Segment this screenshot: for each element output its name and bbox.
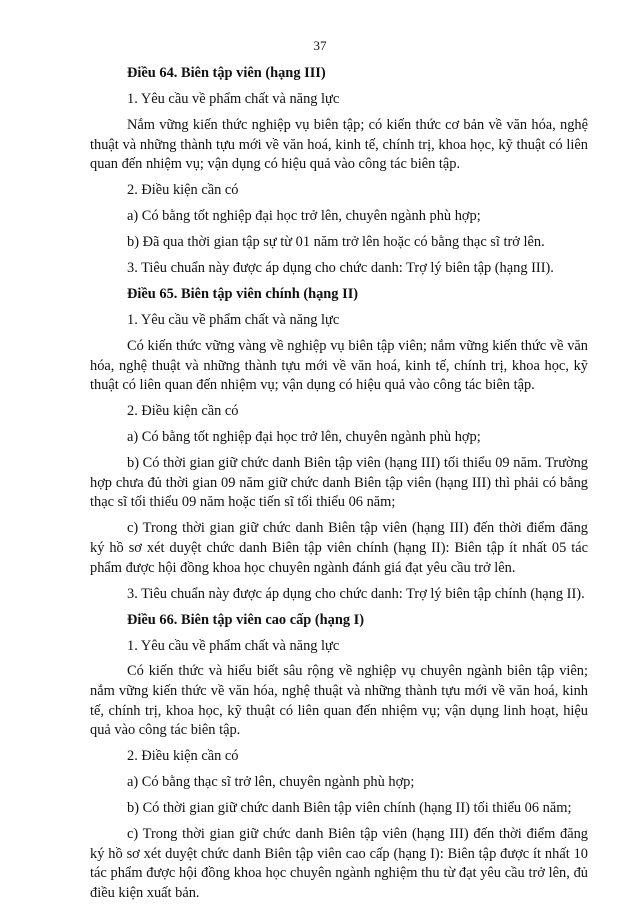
page-number: 37 <box>313 38 327 53</box>
paragraph: 2. Điều kiện cần có <box>127 748 239 765</box>
paragraph: b) Có thời gian giữ chức danh Biên tập viên (hạng III) tối thiểu 09 năm. Trường hợp chưa đủ thời gian 09 năm giữ chức danh Biên tập viên (hạng III) thì phải có bằng thạc sĩ tối thiểu 09 năm hoặc tiến sĩ tối thiểu 06 năm; <box>90 455 588 511</box>
paragraph: c) Trong thời gian giữ chức danh Biên tập viên (hạng III) đến thời điểm đăng ký hồ sơ xét duyệt chức danh Biên tập viên chính (hạng II): Biên tập ít nhất 05 tác phẩm được hội đồng khoa học chuyên ngành đánh giá đạt yêu cầu trở lên. <box>90 520 588 576</box>
paragraph: c) Trong thời gian giữ chức danh Biên tập viên (hạng III) đến thời điểm đăng ký hồ sơ xét duyệt chức danh Biên tập viên cao cấp (hạng I): Biên tập được ít nhất 10 tác phẩm được hội đồng khoa học chuyên ngành nghiệm thu từ đạt yêu cầu trở lên, đủ điều kiện xuất bản. <box>90 826 588 901</box>
paragraph: a) Có bằng tốt nghiệp đại học trở lên, chuyên ngành phù hợp; <box>127 429 481 446</box>
document-body <box>90 64 588 910</box>
paragraph: a) Có bằng tốt nghiệp đại học trở lên, chuyên ngành phù hợp; <box>127 208 481 225</box>
paragraph: Có kiến thức vững vàng về nghiệp vụ biên tập viên; nắm vững kiến thức về văn hóa, nghệ thuật và những thành tựu mới về văn hoá, kinh tế, chính trị, khoa học, kỹ thuật có liên quan đến nhiệm vụ; vận dụng có hiệu quả vào công tác biên tập. <box>90 338 588 394</box>
paragraph: 1. Yêu cầu về phẩm chất và năng lực <box>127 312 340 329</box>
paragraph: b) Đã qua thời gian tập sự từ 01 năm trở lên hoặc có bằng thạc sĩ trở lên. <box>127 234 545 251</box>
paragraph: 2. Điều kiện cần có <box>127 182 239 199</box>
paragraph: Nắm vững kiến thức nghiệp vụ biên tập; có kiến thức cơ bản về văn hóa, nghệ thuật và những thành tựu mới về văn hoá, kinh tế, chính trị, khoa học, kỹ thuật có liên quan đến nhiệm vụ; vận dụng có hiệu quả vào công tác biên tập. <box>90 116 588 173</box>
paragraph: 1. Yêu cầu về phẩm chất và năng lực <box>127 90 340 107</box>
paragraph: 1. Yêu cầu về phẩm chất và năng lực <box>127 637 340 654</box>
article-heading: Điều 64. Biên tập viên (hạng III) <box>127 65 326 81</box>
article-heading: Điều 65. Biên tập viên chính (hạng II) <box>127 286 359 303</box>
paragraph: 2. Điều kiện cần có <box>127 403 239 420</box>
paragraph: 3. Tiêu chuẩn này được áp dụng cho chức danh: Trợ lý biên tập chính (hạng II). <box>127 585 585 602</box>
paragraph: 3. Tiêu chuẩn này được áp dụng cho chức danh: Trợ lý biên tập (hạng III). <box>127 260 554 277</box>
article-heading: Điều 66. Biên tập viên cao cấp (hạng I) <box>127 611 365 628</box>
paragraph: Có kiến thức và hiểu biết sâu rộng về nghiệp vụ chuyên ngành biên tập viên; nắm vững kiến thức về văn hóa, nghệ thuật và những thành tựu mới về văn hoá, kinh tế, chính trị, khoa học, kỹ thuật có liên quan đến nhiệm vụ; vận dụng linh hoạt, hiệu quả vào công tác biên tập. <box>90 663 588 739</box>
paragraph: b) Có thời gian giữ chức danh Biên tập viên chính (hạng II) tối thiểu 06 năm; <box>127 800 572 817</box>
paragraph: a) Có bằng thạc sĩ trở lên, chuyên ngành phù hợp; <box>127 774 415 791</box>
